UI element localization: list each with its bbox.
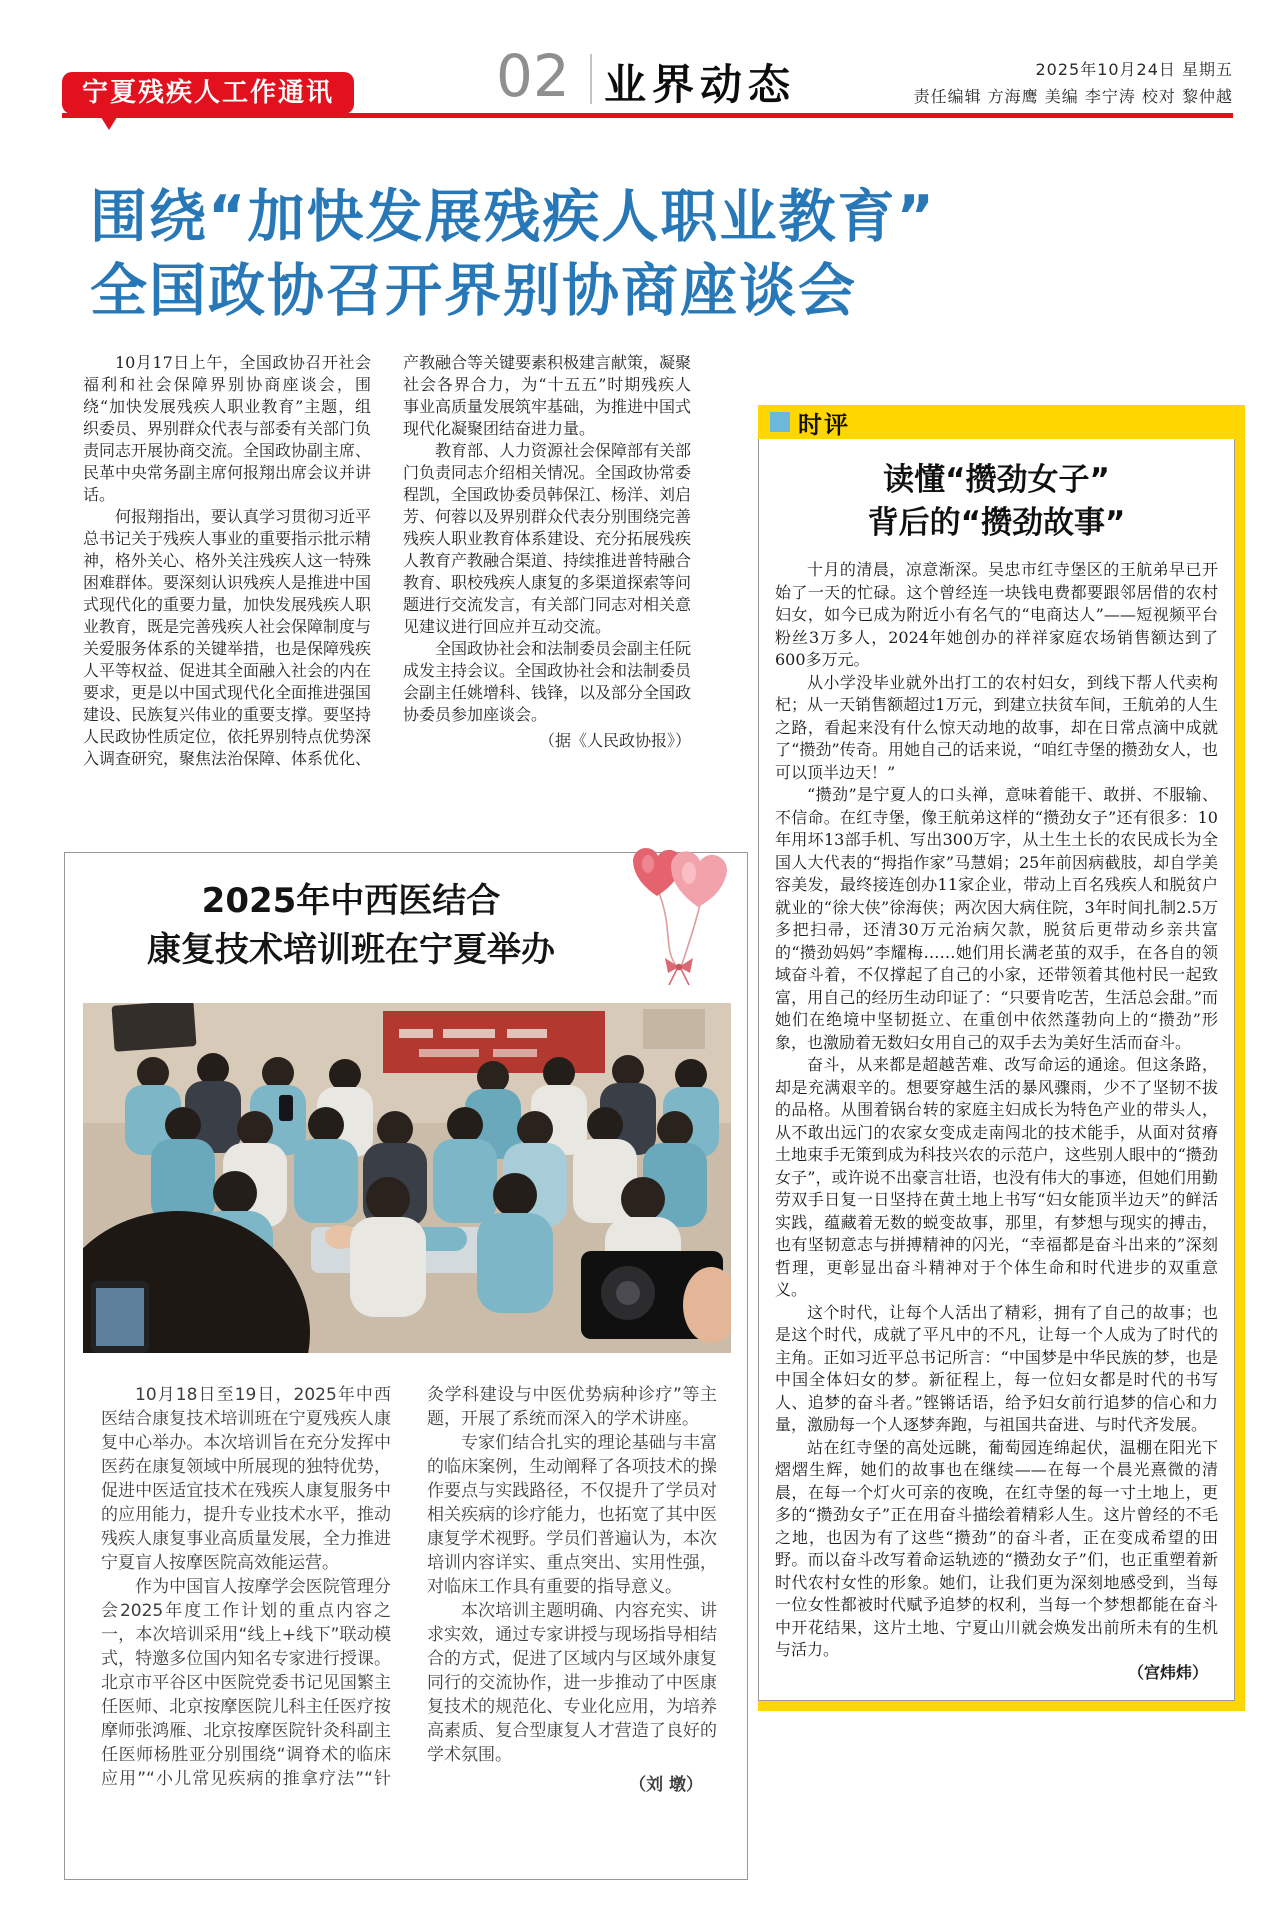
training-photo <box>83 1003 731 1353</box>
lead-headline-line2: 全国政协召开界别协商座谈会 <box>90 258 857 324</box>
section-title: 业界动态 <box>604 60 797 109</box>
training-paragraph: 作为中国盲人按摩学会医院管理分会2025年度工作计划的重点内容之一，本次培训采用“线上+线下”联动模式，特邀多位国内知名专家进行授课。北京市平谷区中医院党委书记见国繁主任医师、北京按摩医院儿科主任医疗按摩师张鸿雁、北京按摩医院针灸科副主任医师杨胜亚分别围绕“调脊术的临床应用”“小儿常见疾病的推拿疗法”“针灸学科建设与中医优势病种诊疗”等主题，开展了系统而深入的学术讲座。 <box>101 1385 717 1789</box>
training-article-body <box>101 1383 717 1797</box>
commentary-paragraph: 从小学没毕业就外出打工的农村妇女，到线下帮人代卖枸杞；从一天销售额超过1万元，到建立扶贫车间，王航弟的人生之路，看起来没有什么惊天动地的故事，却在日常点滴中成就了“攒劲”传奇。用她自己的话来说，“咱红寺堡的攒劲女人，也可以顶半边天！” <box>775 672 1218 782</box>
issue-info <box>914 56 1233 110</box>
training-title-line2: 康复技术培训班在宁夏举办 <box>147 930 555 970</box>
commentary-paragraph: 奋斗，从来都是超越苦难、改写命运的通途。但这条路，却是充满艰辛的。想要穿越生活的暴风骤雨，少不了坚韧不拔的品格。从围着锅台转的家庭主妇成长为特色产业的带头人，从不敢出远门的农家女变成走南闯北的技术能手，从面对贫瘠土地束手无策到成为科技兴农的示范户，这些别人眼中的“攒劲女子”，或许说不出豪言壮语，也没有伟大的事迹，但她们用勤劳双手日复一日坚持在黄土地上书写“妇女能顶半边天”的鲜活实践，蕴藏着无数的蜕变故事，那里，有梦想与现实的搏击，也有坚韧意志与拼搏精神的闪光，“幸福都是奋斗出来的”深刻哲理，更彰显出奋斗精神对于个体生命和时代进步的双重意义。 <box>775 1055 1218 1299</box>
training-paragraph: 10月18日至19日，2025年中西医结合康复技术培训班在宁夏残疾人康复中心举办。本次培训旨在充分发挥中医药在康复领域中所展现的独特优势，促进中医适宜技术在残疾人康复服务中的应用能力，提升专业技术水平，推动残疾人康复事业高质量发展，全力推进宁夏盲人按摩医院高效能运营。 <box>101 1385 391 1573</box>
commentary-tag-label: 时评 <box>798 410 850 439</box>
lead-article-byline: （据《人民政协报》） <box>538 731 691 750</box>
commentary-tag-bullet-icon <box>770 412 790 432</box>
commentary-module <box>758 405 1245 1711</box>
issue-date: 2025年10月24日 星期五 <box>1035 60 1233 79</box>
issue-staff: 责任编辑 方海鹰 美编 李宁涛 校对 黎仲越 <box>913 87 1233 106</box>
lead-paragraph: 何报翔指出，要认真学习贯彻习近平总书记关于残疾人事业的重要指示批示精神，格外关心、格外关注残疾人这一特殊困难群体。要深刻认识残疾人是推进中国式现代化的重要力量，加快发展残疾人职业教育，既是完善残疾人社会保障制度与关爱服务体系的关键举措，也是保障残疾人平等权益、促进其全面融入社会的内在要求，更是以中国式现代化全面推进强国建设、民族复兴伟业的重要支撑。要坚持人民政协性质定位，依托界别特点优势深入调查研究，聚焦法治保障、体系优化、产教融合等关键要素积极建言献策，凝聚社会各界合力，为“十五五”时期残疾人事业高质量发展筑牢基础，为推进中国式现代化凝聚团结奋进力量。 <box>83 353 692 768</box>
heart-balloons-decoration <box>615 837 743 995</box>
commentary-byline: （宫炜炜） <box>1127 1662 1208 1682</box>
training-title-line1: 2025年中西医结合 <box>201 881 501 921</box>
lead-headline <box>90 180 1050 328</box>
commentary-box <box>758 439 1235 1701</box>
commentary-body <box>775 559 1218 1684</box>
training-paragraph: 本次培训主题明确、内容充实、讲求实效，通过专家讲授与现场指导相结合的方式，促进了区域内与区域外康复同行的交流协作，进一步推动了中医康复技术的规范化、专业化应用，为培养高素质、复合型康复人才营造了良好的学术氛围。 <box>427 1601 717 1765</box>
commentary-header-bar <box>758 405 1235 439</box>
commentary-title-line1: 读懂“攒劲女子” <box>883 462 1110 498</box>
commentary-paragraph: 站在红寺堡的高处远眺，葡萄园连绵起伏，温棚在阳光下熠熠生辉，她们的故事也在继续——在每一个晨光熹微的清晨，在每一个灯火可亲的夜晚，在红寺堡的每一寸土地上，更多的“攒劲女子”正在用奋斗描绘着精彩人生。这片曾经的不毛之地，也因为有了这些“攒劲”的奋斗者，正在变成希望的田野。而以奋斗改写着命运轨迹的“攒劲女子”们，也正重塑着新时代农村女性的形象。她们，让我们更为深刻地感受到，当每一位女性都被时代赋予追梦的权利，当每一个梦想都能在奋斗中开花结果，这片土地、宁夏山川就会焕发出前所未有的生机与活力。 <box>775 1437 1218 1659</box>
training-byline: （刘 墩） <box>629 1775 703 1795</box>
commentary-title <box>775 459 1218 545</box>
commentary-title-line2: 背后的“攒劲故事” <box>867 505 1126 541</box>
page-number-divider <box>590 54 592 104</box>
lead-headline-line1: 围绕“加快发展残疾人职业教育” <box>90 184 936 250</box>
lead-article-body <box>83 352 691 770</box>
lead-paragraph: 教育部、人力资源社会保障部有关部门负责同志介绍相关情况。全国政协常委程凯，全国政协委员韩保江、杨洋、刘启芳、何蓉以及界别群众代表分别围绕完善残疾人职业教育体系建设、充分拓展残疾人教育产教融合渠道、持续推进普特融合教育、职校残疾人康复的多渠道探索等问题进行交流发言，有关部门同志对相关意见建议进行回应并互动交流。 <box>403 441 692 636</box>
commentary-paragraph: 这个时代，让每个人活出了精彩，拥有了自己的故事；也是这个时代，成就了平凡中的不凡，让每一个人成为了时代的主角。正如习近平总书记所言：“中国梦是中华民族的梦，也是中国全体妇女的梦。新征程上，每一位妇女都是时代的书写人、追梦的奋斗者。”铿锵话语，给予妇女前行追梦的信心和力量，激励每一个人逐梦奔跑，与祖国共奋进、与时代齐发展。 <box>775 1302 1218 1434</box>
training-paragraph: 专家们结合扎实的理论基础与丰富的临床案例，生动阐释了各项技术的操作要点与实践路径，不仅提升了学员对相关疾病的诊疗能力，也拓宽了其中医康复学术视野。学员们普遍认为，本次培训内容详实、重点突出、实用性强，对临床工作具有重要的指导意义。 <box>427 1433 717 1597</box>
masthead-badge: 宁夏残疾人工作通讯 <box>62 72 354 114</box>
commentary-paragraph: “攒劲”是宁夏人的口头禅，意味着能干、敢拼、不服输、不信命。在红寺堡，像王航弟这样的“攒劲女子”还有很多：10年用坏13部手机、写出300万字，从土生土长的农民成长为全国人大代表的“拇指作家”马慧娟；25年前因病截肢，却自学美容美发，最终接连创办11家企业，带动上百名残疾人和脱贫户就业的“徐大侠”徐海侠；两次因大病住院，3年时间扎制2.5万多把扫帚，还清30万元治病欠款，脱贫后更带动乡亲共富的“攒劲妈妈”李耀梅……她们用长满老茧的双手，在各自的领域奋斗着，不仅撑起了自己的小家，还带领着其他村民一起致富，用自己的经历生动印证了：“只要肯吃苦，生活总会甜。”而她们在绝境中坚韧挺立、在重创中依然蓬勃向上的“攒劲”形象，也激励着无数妇女用自己的双手去为美好生活而奋斗。 <box>775 785 1218 1052</box>
lead-paragraph: 10月17日上午，全国政协召开社会福利和社会保障界别协商座谈会，围绕“加快发展残疾人职业教育”主题，组织委员、界别群众代表与部委有关部门负责同志开展协商交流。全国政协副主席、民革中央常务副主席何报翔出席会议并讲话。 <box>83 353 372 504</box>
lead-paragraph: 全国政协社会和法制委员会副主任阮成发主持会议。全国政协社会和法制委员会副主任姚增科、钱锋，以及部分全国政协委员参加座谈会。 <box>403 639 692 724</box>
page-number: 02 <box>496 42 570 110</box>
training-article-box <box>64 852 748 1880</box>
commentary-paragraph: 十月的清晨，凉意渐深。吴忠市红寺堡区的王航弟早已开始了一天的忙碌。这个曾经连一块钱电费都要跟邻居借的农村妇女，如今已成为附近小有名气的“电商达人”——短视频平台粉丝3万多人，2024年她创办的祥祥家庭农场销售额达到了600多万元。 <box>775 560 1218 669</box>
